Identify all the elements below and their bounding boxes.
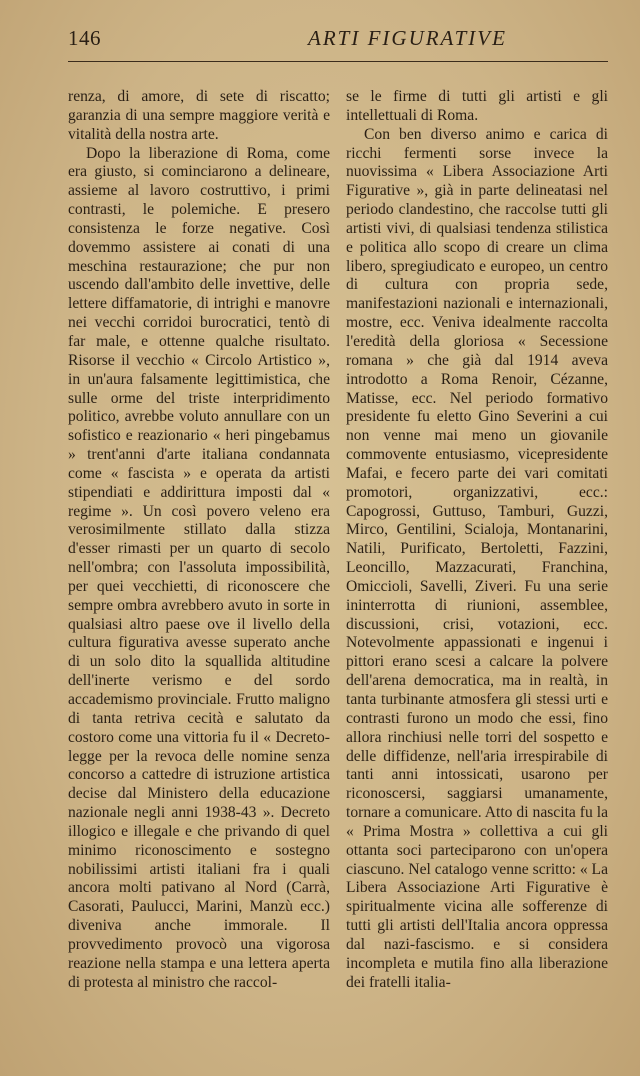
paragraph: renza, di amore, di sete di riscatto; garanzia di una sempre maggiore verità e vitalità della nostra arte. bbox=[68, 88, 330, 143]
page-header bbox=[68, 24, 608, 58]
paragraph: Dopo la liberazione di Roma, come era giusto, si cominciarono a delineare, assieme al lavoro costruttivo, i primi contrasti, le polemiche. E presero consistenza le forze negative. Così dovemmo assistere ai conati di una meschina restaurazione; che pur non uscendo dall'ambito delle invettive, delle lettere diffamatorie, di intrighi e manovre nei vecchi corridoi burocratici, tentò di far male, e ottenne qualche risultato. Risorse il vecchio « Circolo Artistico », in un'aura falsamente legittimistica, che sulle orme del triste interpridimento politico, avrebbe voluto annullare con un sofistico e reazionario « heri pingebamus » trent'anni d'arte italiana condannata come « fascista » e operata da artisti stipendiati e addirittura imposti dal « regime ». Un così povero veleno era verosimilmente stillato dalla stizza d'esser rimasti per un quarto di secolo nell'ombra; con l'assoluta impossibilità, per quei vecchietti, di riconoscere che sempre ombra avrebbero avuto in sorte in qualsiasi altro paese ove il livello della cultura figurativa avesse superato anche di un solo dito la squallida altitudine dell'inerte verismo e del sordo accademismo provinciale. Frutto maligno di tanta retriva cecità e salutato da costoro come una vittoria fu il « Decreto-legge per la revoca delle nomine senza concorso a cattedre di istruzione artistica decise dal Ministero della educazione nazionale negli anni 1938-43 ». Decreto illogico e illegale e che privando di quel minimo riconoscimento e sostegno nobilissimi artisti italiani fra i quali ancora molti pativano al Nord (Carrà, Casorati, Paulucci, Marini, Manzù ecc.) diveniva anche immorale. Il provvedimento provocò una vigorosa reazione nella stampa e una lettera aperta di protesta al ministro che raccol- bbox=[68, 144, 330, 991]
running-head: ARTI FIGURATIVE bbox=[308, 26, 507, 50]
paragraph: Con ben diverso animo e carica di ricchi fermenti sorse invece la nuovissima « Libera Associazione Arti Figurative », già in parte delineatasi nel periodo clandestino, che raccolse tutti gli artisti vivi, di qualsiasi tendenza stilistica e politica allo scopo di creare un clima libero, spregiudicato e europeo, un centro di cultura con propria sede, manifestazioni nazionali e internazionali, mostre, ecc. Veniva idealmente raccolta l'eredità della gloriosa « Secessione romana » che già dal 1914 aveva introdotto a Roma Renoir, Cézanne, Matisse, ecc. Nel periodo formativo presidente fu eletto Gino Severini a cui non venne mai meno un giovanile commovente entusiasmo, vicepresidente Mafai, e fecero parte dei vari comitati promotori, organizzativi, ecc.: Capogrossi, Guttuso, Tamburi, Guzzi, Mirco, Gentilini, Scialoja, Montanarini, Natili, Purificato, Bertoletti, Fazzini, Leoncillo, Mazzacurati, Franchina, Omiccioli, Savelli, Ziveri. Fu una serie ininterrotta di riunioni, assemblee, discussioni, crisi, votazioni, ecc. Notevolmente appassionati e ingenui i pittori erano scesi a calcare la polvere dell'arena democratica, ma in realtà, in tanta turbinante atmosfera gli stessi urti e contrasti furono un modo che essi, fino allora rinchiusi nelle torri del sospetto e delle diffidenze, nell'aria irrespirabile di tanti anni intossicati, usarono per riconoscersi, saggiarsi umanamente, tornare a comunicare. Atto di nascita fu la « Prima Mostra » collettiva a cui gli ottanta soci parteciparono con un'opera ciascuno. Nel catalogo venne scritto: « La Libera Associazione Arti Figurative è spiritualmente vicina alle sofferenze di tutti gli artisti dell'Italia ancora oppressa dal nazi-fascismo. e si considera incompleta e mutila fino alla liberazione dei fratelli italia- bbox=[346, 125, 608, 991]
header-rule bbox=[68, 61, 608, 62]
left-column bbox=[68, 88, 330, 993]
paragraph: se le firme di tutti gli artisti e gli intellettuali di Roma. bbox=[346, 88, 608, 124]
right-column bbox=[346, 88, 608, 993]
page-number: 146 bbox=[68, 26, 101, 50]
